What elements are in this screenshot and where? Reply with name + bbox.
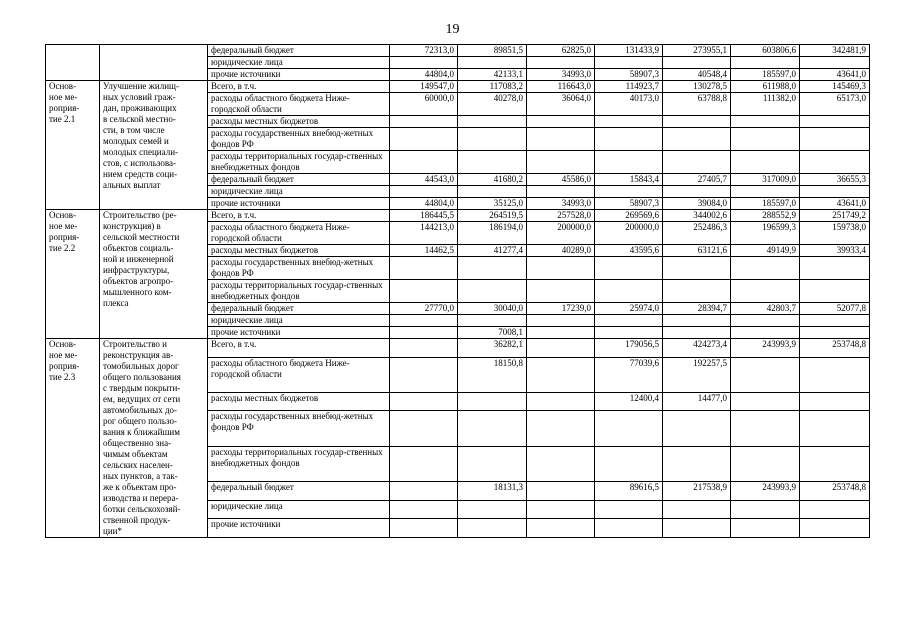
amount-cell — [390, 280, 458, 303]
amount-cell — [390, 315, 458, 327]
amount-cell: 62825,0 — [527, 45, 595, 57]
amount-cell — [595, 280, 663, 303]
amount-cell: 243993,9 — [731, 482, 800, 501]
amount-cell: 14462,5 — [390, 245, 458, 257]
amount-cell — [527, 116, 595, 128]
funding-source: расходы территориальных государ-ственных внебюджетных фондов — [208, 446, 390, 481]
amount-cell — [458, 411, 527, 446]
amount-cell: 7008,1 — [458, 327, 527, 339]
amount-cell — [663, 257, 731, 280]
amount-cell: 63788,8 — [663, 93, 731, 116]
funding-source: расходы местных бюджетов — [208, 245, 390, 257]
amount-cell — [458, 57, 527, 69]
amount-cell — [800, 519, 870, 538]
amount-cell — [731, 151, 800, 174]
amount-cell — [595, 315, 663, 327]
amount-cell: 179056,5 — [595, 339, 663, 358]
amount-cell — [731, 519, 800, 538]
amount-cell — [390, 257, 458, 280]
amount-cell — [390, 392, 458, 411]
amount-cell: 63121,6 — [663, 245, 731, 257]
amount-cell: 34993,0 — [527, 69, 595, 81]
amount-cell: 25974,0 — [595, 303, 663, 315]
amount-cell — [731, 357, 800, 392]
amount-cell — [390, 482, 458, 501]
amount-cell — [527, 411, 595, 446]
amount-cell: 196599,3 — [731, 222, 800, 245]
funding-table — [45, 44, 870, 538]
amount-cell: 116643,0 — [527, 81, 595, 93]
amount-cell — [527, 500, 595, 519]
amount-cell: 49149,9 — [731, 245, 800, 257]
amount-cell — [663, 280, 731, 303]
amount-cell — [731, 411, 800, 446]
funding-source: расходы областного бюджета Ниже-городской области — [208, 222, 390, 245]
amount-cell — [731, 57, 800, 69]
amount-cell — [390, 151, 458, 174]
funding-source: расходы государственных внебюд-жетных фондов РФ — [208, 128, 390, 151]
amount-cell: 36655,3 — [800, 174, 870, 186]
amount-cell — [458, 519, 527, 538]
funding-source: федеральный бюджет — [208, 303, 390, 315]
amount-cell: 159738,0 — [800, 222, 870, 245]
amount-cell — [731, 327, 800, 339]
measure-description — [100, 45, 208, 81]
amount-cell: 41680,2 — [458, 174, 527, 186]
funding-source: Всего, в т.ч. — [208, 81, 390, 93]
amount-cell — [458, 257, 527, 280]
amount-cell — [663, 327, 731, 339]
amount-cell: 72313,0 — [390, 45, 458, 57]
amount-cell: 145469,3 — [800, 81, 870, 93]
amount-cell: 18150,8 — [458, 357, 527, 392]
amount-cell — [390, 327, 458, 339]
funding-source: расходы государственных внебюд-жетных фондов РФ — [208, 257, 390, 280]
funding-source: прочие источники — [208, 519, 390, 538]
amount-cell — [527, 186, 595, 198]
amount-cell: 264519,5 — [458, 210, 527, 222]
amount-cell — [458, 186, 527, 198]
amount-cell: 611988,0 — [731, 81, 800, 93]
amount-cell — [390, 339, 458, 358]
amount-cell: 603806,6 — [731, 45, 800, 57]
amount-cell — [527, 357, 595, 392]
amount-cell — [595, 151, 663, 174]
funding-source: юридические лица — [208, 315, 390, 327]
amount-cell — [458, 392, 527, 411]
amount-cell: 269569,6 — [595, 210, 663, 222]
amount-cell: 43641,0 — [800, 198, 870, 210]
amount-cell — [800, 57, 870, 69]
measure-description: Улучшение жилищ- ных условий граж- дан, проживающих в сельской местно- сти, в том числе молодых семей и молодых специали- стов, с использова- нием средств соци- альных выплат — [100, 81, 208, 210]
amount-cell — [458, 151, 527, 174]
amount-cell: 253748,8 — [800, 482, 870, 501]
amount-cell: 252486,3 — [663, 222, 731, 245]
amount-cell — [595, 186, 663, 198]
amount-cell — [527, 327, 595, 339]
amount-cell: 89851,5 — [458, 45, 527, 57]
amount-cell — [663, 57, 731, 69]
table-row — [46, 81, 870, 93]
amount-cell: 89616,5 — [595, 482, 663, 501]
amount-cell — [458, 446, 527, 481]
amount-cell — [800, 392, 870, 411]
amount-cell — [458, 500, 527, 519]
amount-cell — [663, 116, 731, 128]
amount-cell — [527, 392, 595, 411]
measure-description: Строительство и реконструкция ав- томобильных дорог общего пользования с твердым покрыти- ем, ведущих от сети автомобильных до- рог общего пользо- вания к ближайшим общественно зна- чимым объектам сельских населен- ных пунктов, а так- же к объектам про- изводства и перера- ботки сельскохозяй- ственной продук- ции* — [100, 339, 208, 538]
amount-cell — [800, 411, 870, 446]
amount-cell — [527, 280, 595, 303]
amount-cell — [390, 500, 458, 519]
amount-cell — [527, 257, 595, 280]
amount-cell — [663, 446, 731, 481]
amount-cell — [390, 186, 458, 198]
amount-cell: 344002,6 — [663, 210, 731, 222]
amount-cell: 253748,8 — [800, 339, 870, 358]
amount-cell: 185597,0 — [731, 69, 800, 81]
amount-cell: 40278,0 — [458, 93, 527, 116]
amount-cell: 130278,5 — [663, 81, 731, 93]
amount-cell — [527, 446, 595, 481]
amount-cell — [800, 257, 870, 280]
amount-cell — [731, 500, 800, 519]
amount-cell: 192257,5 — [663, 357, 731, 392]
amount-cell: 35125,0 — [458, 198, 527, 210]
amount-cell: 43641,0 — [800, 69, 870, 81]
amount-cell: 43595,6 — [595, 245, 663, 257]
amount-cell — [800, 116, 870, 128]
measure-name — [46, 45, 100, 81]
amount-cell: 273955,1 — [663, 45, 731, 57]
amount-cell — [731, 315, 800, 327]
amount-cell: 27405,7 — [663, 174, 731, 186]
amount-cell — [458, 280, 527, 303]
amount-cell: 44543,0 — [390, 174, 458, 186]
funding-source: Всего, в т.ч. — [208, 339, 390, 358]
amount-cell: 117083,2 — [458, 81, 527, 93]
amount-cell: 41277,4 — [458, 245, 527, 257]
amount-cell — [731, 186, 800, 198]
amount-cell — [663, 186, 731, 198]
amount-cell: 42803,7 — [731, 303, 800, 315]
amount-cell — [595, 116, 663, 128]
amount-cell: 28394,7 — [663, 303, 731, 315]
amount-cell — [800, 280, 870, 303]
amount-cell — [663, 151, 731, 174]
funding-source: расходы местных бюджетов — [208, 116, 390, 128]
amount-cell — [595, 519, 663, 538]
amount-cell — [458, 315, 527, 327]
amount-cell — [731, 392, 800, 411]
amount-cell — [595, 257, 663, 280]
amount-cell — [527, 482, 595, 501]
funding-source: расходы областного бюджета Ниже-городской области — [208, 93, 390, 116]
amount-cell: 111382,0 — [731, 93, 800, 116]
amount-cell — [390, 411, 458, 446]
funding-source: расходы областного бюджета Ниже-городской области — [208, 357, 390, 392]
amount-cell: 243993,9 — [731, 339, 800, 358]
measure-name: Основ- ное ме- роприя- тие 2.1 — [46, 81, 100, 210]
amount-cell — [800, 500, 870, 519]
measure-name: Основ- ное ме- роприя- тие 2.2 — [46, 210, 100, 339]
amount-cell: 39084,0 — [663, 198, 731, 210]
amount-cell — [458, 116, 527, 128]
amount-cell — [390, 357, 458, 392]
amount-cell: 77039,6 — [595, 357, 663, 392]
amount-cell — [527, 151, 595, 174]
amount-cell — [595, 446, 663, 481]
amount-cell: 44804,0 — [390, 198, 458, 210]
amount-cell — [595, 411, 663, 446]
amount-cell: 186194,0 — [458, 222, 527, 245]
measure-name: Основ- ное ме- роприя- тие 2.3 — [46, 339, 100, 538]
amount-cell: 144213,0 — [390, 222, 458, 245]
amount-cell: 200000,0 — [595, 222, 663, 245]
amount-cell: 40548,4 — [663, 69, 731, 81]
amount-cell — [731, 280, 800, 303]
amount-cell: 44804,0 — [390, 69, 458, 81]
amount-cell: 17239,0 — [527, 303, 595, 315]
amount-cell — [663, 128, 731, 151]
amount-cell — [390, 128, 458, 151]
amount-cell: 58907,3 — [595, 198, 663, 210]
amount-cell: 114923,7 — [595, 81, 663, 93]
amount-cell — [527, 315, 595, 327]
amount-cell — [663, 519, 731, 538]
amount-cell: 52077,8 — [800, 303, 870, 315]
amount-cell — [527, 128, 595, 151]
amount-cell: 317009,0 — [731, 174, 800, 186]
amount-cell: 200000,0 — [527, 222, 595, 245]
amount-cell — [731, 446, 800, 481]
amount-cell: 185597,0 — [731, 198, 800, 210]
funding-source: юридические лица — [208, 186, 390, 198]
table-row — [46, 210, 870, 222]
funding-source: федеральный бюджет — [208, 482, 390, 501]
funding-source: федеральный бюджет — [208, 45, 390, 57]
amount-cell — [458, 128, 527, 151]
funding-source: расходы государственных внебюд-жетных фондов РФ — [208, 411, 390, 446]
amount-cell — [800, 327, 870, 339]
amount-cell: 424273,4 — [663, 339, 731, 358]
funding-source: федеральный бюджет — [208, 174, 390, 186]
measure-description: Строительство (ре- конструкция) в сельской местности объектов социаль- ной и инженерной инфраструктуры, объектов агропро- мышленного ком- плекса — [100, 210, 208, 339]
amount-cell: 288552,9 — [731, 210, 800, 222]
table-row — [46, 45, 870, 57]
amount-cell — [800, 151, 870, 174]
amount-cell — [663, 411, 731, 446]
amount-cell: 36282,1 — [458, 339, 527, 358]
amount-cell: 217538,9 — [663, 482, 731, 501]
funding-source: Всего, в т.ч. — [208, 210, 390, 222]
funding-source: юридические лица — [208, 500, 390, 519]
amount-cell — [800, 315, 870, 327]
amount-cell: 30040,0 — [458, 303, 527, 315]
amount-cell — [390, 446, 458, 481]
amount-cell — [527, 339, 595, 358]
amount-cell — [390, 116, 458, 128]
funding-source: расходы территориальных государ-ственных внебюджетных фондов — [208, 151, 390, 174]
amount-cell: 14477,0 — [663, 392, 731, 411]
amount-cell — [527, 57, 595, 69]
amount-cell: 342481,9 — [800, 45, 870, 57]
amount-cell — [800, 446, 870, 481]
amount-cell: 18131,3 — [458, 482, 527, 501]
amount-cell: 40289,0 — [527, 245, 595, 257]
amount-cell — [800, 186, 870, 198]
funding-source: юридические лица — [208, 57, 390, 69]
amount-cell: 34993,0 — [527, 198, 595, 210]
amount-cell: 36064,0 — [527, 93, 595, 116]
amount-cell — [527, 519, 595, 538]
table-body — [46, 45, 870, 538]
amount-cell — [731, 257, 800, 280]
amount-cell: 60000,0 — [390, 93, 458, 116]
funding-source: расходы местных бюджетов — [208, 392, 390, 411]
amount-cell: 12400,4 — [595, 392, 663, 411]
amount-cell: 149547,0 — [390, 81, 458, 93]
amount-cell: 15843,4 — [595, 174, 663, 186]
funding-source: расходы территориальных государ-ственных внебюджетных фондов — [208, 280, 390, 303]
page-number: 19 — [445, 22, 460, 37]
amount-cell: 131433,9 — [595, 45, 663, 57]
funding-source: прочие источники — [208, 69, 390, 81]
amount-cell: 65173,0 — [800, 93, 870, 116]
amount-cell: 251749,2 — [800, 210, 870, 222]
amount-cell — [731, 116, 800, 128]
amount-cell: 186445,5 — [390, 210, 458, 222]
amount-cell: 45586,0 — [527, 174, 595, 186]
amount-cell — [595, 500, 663, 519]
amount-cell — [390, 57, 458, 69]
amount-cell: 42133,1 — [458, 69, 527, 81]
funding-source: прочие источники — [208, 327, 390, 339]
amount-cell: 27770,0 — [390, 303, 458, 315]
amount-cell — [663, 315, 731, 327]
amount-cell — [800, 357, 870, 392]
amount-cell — [595, 327, 663, 339]
amount-cell — [595, 57, 663, 69]
amount-cell — [663, 500, 731, 519]
amount-cell: 39933,4 — [800, 245, 870, 257]
amount-cell — [731, 128, 800, 151]
amount-cell: 257528,0 — [527, 210, 595, 222]
funding-source: прочие источники — [208, 198, 390, 210]
table-row — [46, 339, 870, 358]
amount-cell — [800, 128, 870, 151]
amount-cell — [390, 519, 458, 538]
amount-cell — [595, 128, 663, 151]
amount-cell: 40173,0 — [595, 93, 663, 116]
amount-cell: 58907,3 — [595, 69, 663, 81]
